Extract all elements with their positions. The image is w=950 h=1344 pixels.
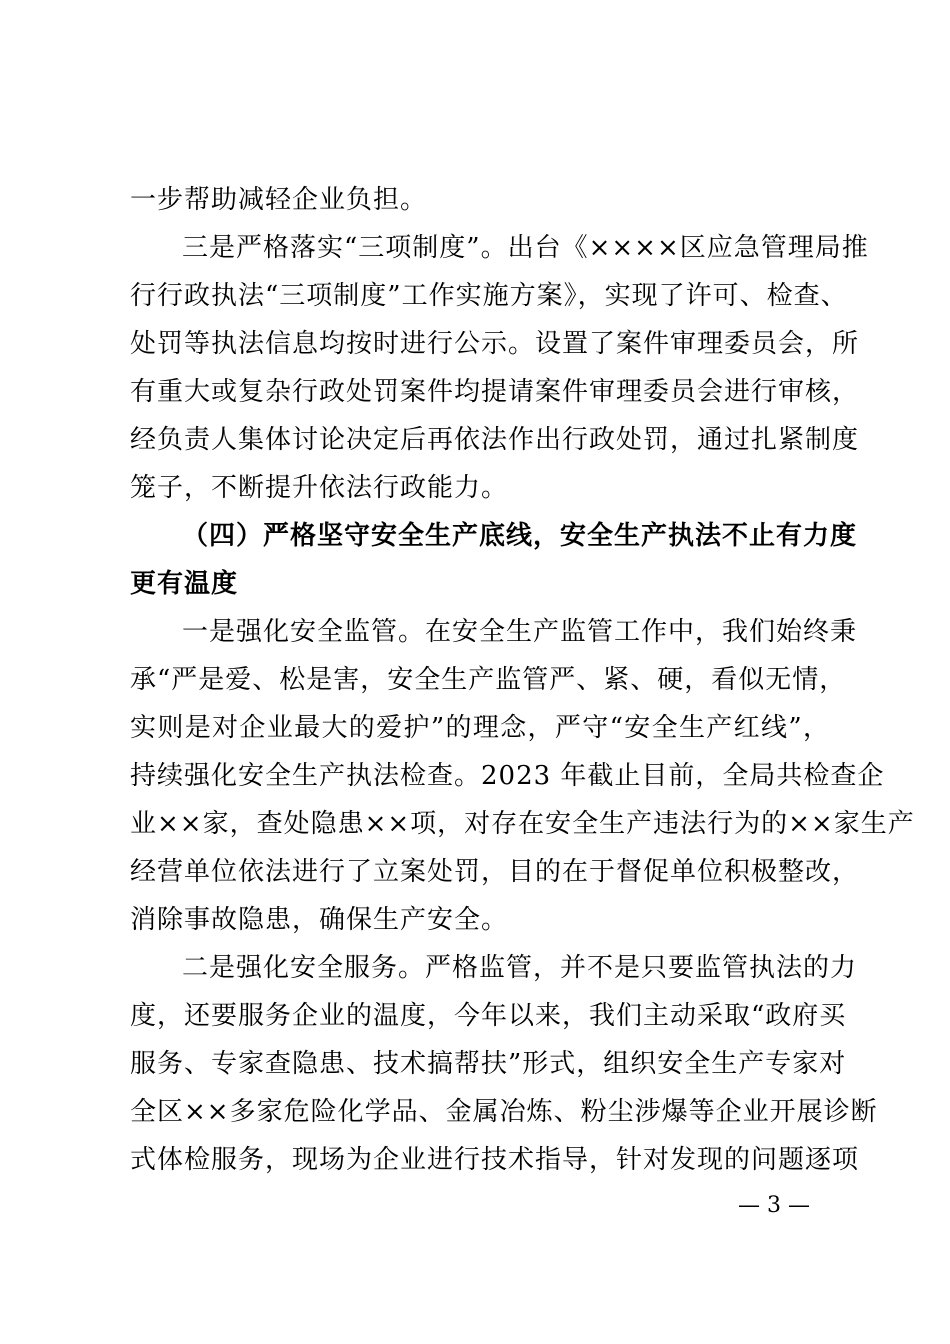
paragraph-first-line: 一是强化安全监管。在安全生产监管工作中，我们始终秉 xyxy=(182,617,858,647)
body-line: 业××家，查处隐患××项，对存在安全生产违法行为的××家生产 xyxy=(130,809,915,839)
body-line: 消除事故隐患，确保生产安全。 xyxy=(130,905,509,935)
body-line: 度，还要服务企业的温度，今年以来，我们主动采取“政府买 xyxy=(130,1001,847,1031)
paragraph-first-line: 三是严格落实“三项制度”。出台《××××区应急管理局推 xyxy=(182,233,869,263)
body-line: 有重大或复杂行政处罚案件均提请案件审理委员会进行审核， xyxy=(130,377,860,407)
body-line: 实则是对企业最大的爱护”的理念，严守“安全生产红线”， xyxy=(130,713,830,743)
body-line: 持续强化安全生产执法检查。2023 年截止目前，全局共检查企 xyxy=(130,761,885,791)
body-line: 经负责人集体讨论决定后再依法作出行政处罚，通过扎紧制度 xyxy=(130,425,860,455)
section-heading-continuation: 更有温度 xyxy=(130,569,239,599)
body-line: 处罚等执法信息均按时进行公示。设置了案件审理委员会，所 xyxy=(130,329,860,359)
body-line: 全区××多家危险化学品、金属冶炼、粉尘涉爆等企业开展诊断 xyxy=(130,1097,878,1127)
body-line: 经营单位依法进行了立案处罚，目的在于督促单位积极整改， xyxy=(130,857,860,887)
page-number: — 3 — xyxy=(738,1193,810,1218)
paragraph-first-line: 二是强化安全服务。严格监管，并不是只要监管执法的力 xyxy=(182,953,858,983)
body-line: 式体检服务，现场为企业进行技术指导，针对发现的问题逐项 xyxy=(130,1145,860,1175)
body-line: 服务、专家查隐患、技术搞帮扶”形式，组织安全生产专家对 xyxy=(130,1049,847,1079)
body-line: 笼子，不断提升依法行政能力。 xyxy=(130,473,509,503)
body-line: 一步帮助减轻企业负担。 xyxy=(130,185,428,215)
body-line: 行行政执法“三项制度”工作实施方案》，实现了许可、检查、 xyxy=(130,281,848,311)
section-heading: （四）严格坚守安全生产底线，安全生产执法不止有力度 xyxy=(182,521,858,551)
body-line: 承“严是爱、松是害，安全生产监管严、紧、硬，看似无情， xyxy=(130,665,847,695)
